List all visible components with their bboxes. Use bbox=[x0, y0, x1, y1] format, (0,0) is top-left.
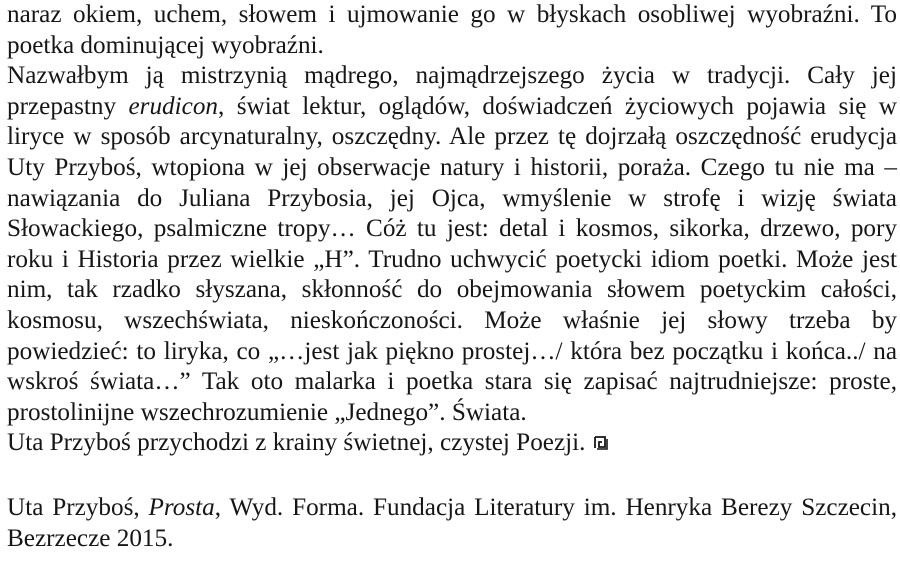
paragraph-2-text-start: Nazwałbym ją mistrzynią mądrego, najmądrzejszego życia w tradycji. Cały jej przepastny bbox=[7, 62, 897, 120]
paragraph-1-text: naraz okiem, uchem, słowem i ujmowanie go w błyskach osobliwej wyobraźni. To poetka dominującej wyobraźni. bbox=[7, 1, 897, 59]
article-page bbox=[7, 0, 897, 554]
paragraph-3-text: Uta Przyboś przychodzi z krainy świetnej, czystej Poezji. bbox=[7, 429, 586, 457]
biblio-publisher: , Wyd. Forma. Fundacja Literatury im. Henryka Berezy Szczecin, Bezrzecze 2015. bbox=[7, 493, 897, 552]
end-of-article-icon bbox=[593, 434, 610, 451]
paragraph-2-text-rest: , świat lektur, oglądów, doświadczeń życiowych pojawia się w liryce w sposób arcynaturalny, oszczędny. Ale przez tę dojrzałą oszczędność erudycja Uty Przyboś, wtopiona w jej obserwacje natury i historii, poraża. Czego tu nie ma – nawiązania do Juliana Przybosia, jej Ojca, wmyślenie w strofę i wizję świata Słowackiego, psalmiczne tropy… Cóż tu jest: detal i kosmos, sikorka, drzewo, pory roku i Historia przez wielkie „H”. Trudno uchwycić poetycki idiom poetki. Może jest nim, tak rzadko słyszana, skłonność do obejmowania słowem poetyckim całości, kosmosu, wszechświata, nieskończoności. Może właśnie jej słowy trzeba by powiedzieć: to liryka, co „…jest jak piękno prostej…/ która bez początku i końca../ na wskroś świata…” Tak oto malarka i poetka stara się zapisać najtrudniejsze: proste, prostolinijne wszechrozumienie „Jednego”. Świata. bbox=[7, 92, 897, 426]
erudicon-term: erudicon bbox=[128, 92, 219, 120]
bibliographic-note bbox=[7, 493, 897, 554]
paragraph-3 bbox=[7, 428, 897, 459]
section-gap bbox=[7, 459, 897, 493]
biblio-title: Prosta bbox=[148, 493, 215, 521]
paragraph-2 bbox=[7, 61, 897, 428]
paragraph-1 bbox=[7, 0, 897, 61]
biblio-author: Uta Przyboś, bbox=[7, 493, 149, 521]
